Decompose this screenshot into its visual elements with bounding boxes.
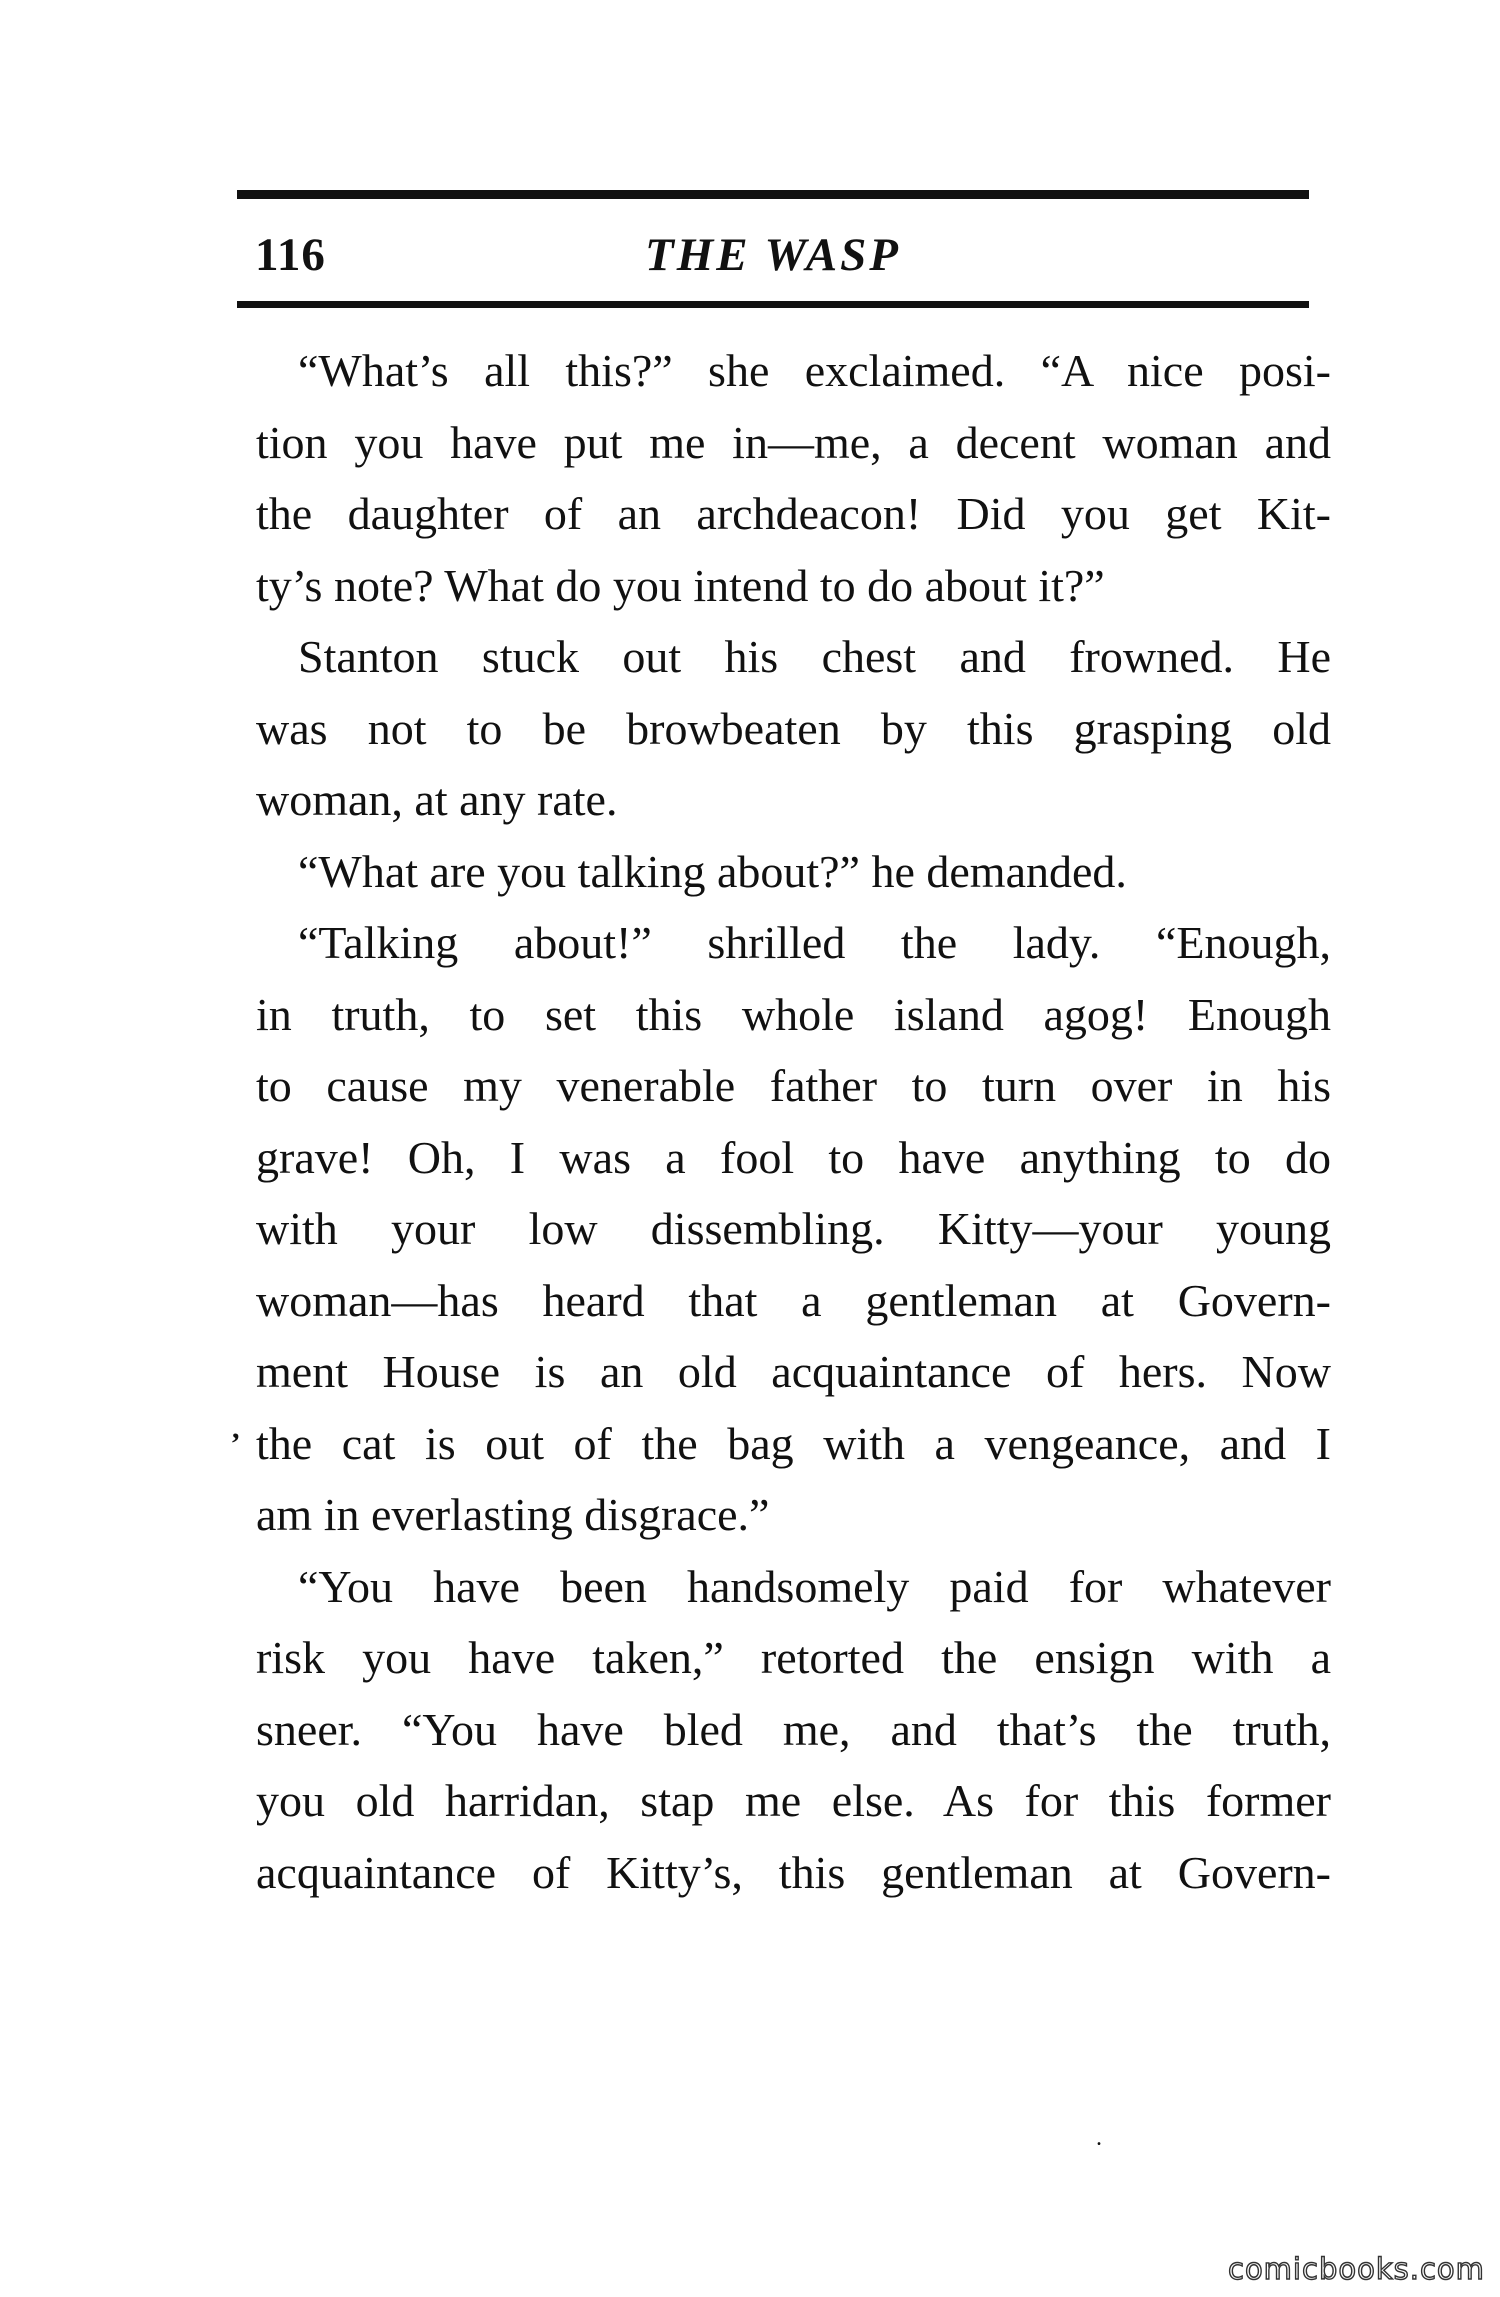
text-line: in truth, to set this whole island agog! Enough	[256, 988, 1331, 1040]
text-line: “You have been handsomely paid for whatever	[298, 1560, 1331, 1612]
running-title: THE WASP	[644, 229, 902, 281]
page-number: 116	[255, 229, 326, 281]
text-line: ment House is an old acquaintance of hers. Now	[256, 1346, 1331, 1397]
header-top-rule	[237, 190, 1309, 199]
stray-comma-mark: ,	[232, 1412, 240, 1445]
body-text	[256, 335, 1331, 1908]
watermark: comicbooks.com	[1228, 2252, 1485, 2286]
running-header	[237, 220, 1309, 290]
text-line: risk you have taken,” retorted the ensign with a	[256, 1632, 1331, 1683]
text-line: tion you have put me in—me, a decent woman and	[256, 416, 1331, 468]
text-line: the daughter of an archdeacon! Did you get Kit-	[256, 488, 1331, 539]
text-line: sneer. “You have bled me, and that’s the truth,	[256, 1703, 1331, 1755]
text-line: woman, at any rate.	[256, 774, 618, 825]
text-line: Stanton stuck out his chest and frowned. He	[298, 631, 1331, 682]
text-line: woman—has heard that a gentleman at Govern-	[256, 1274, 1331, 1326]
stray-dot-mark: .	[1096, 2125, 1102, 2151]
text-line: you old harridan, stap me else. As for this former	[256, 1775, 1331, 1826]
text-line: with your low dissembling. Kitty—your young	[256, 1203, 1331, 1254]
text-line: to cause my venerable father to turn over in his	[256, 1060, 1331, 1111]
text-line: “What’s all this?” she exclaimed. “A nice posi-	[298, 345, 1331, 396]
text-line: ty’s note? What do you intend to do about it?”	[256, 559, 1105, 611]
text-line: “What are you talking about?” he demanded.	[298, 845, 1127, 897]
text-line: was not to be browbeaten by this grasping old	[256, 702, 1331, 754]
text-line: “Talking about!” shrilled the lady. “Enough,	[298, 917, 1331, 968]
text-line: grave! Oh, I was a fool to have anything to do	[256, 1131, 1331, 1183]
header-bottom-rule	[237, 301, 1309, 308]
text-line: am in everlasting disgrace.”	[256, 1489, 770, 1540]
text-line: the cat is out of the bag with a vengeance, and I	[256, 1417, 1331, 1469]
text-line: acquaintance of Kitty’s, this gentleman at Govern-	[256, 1846, 1331, 1898]
